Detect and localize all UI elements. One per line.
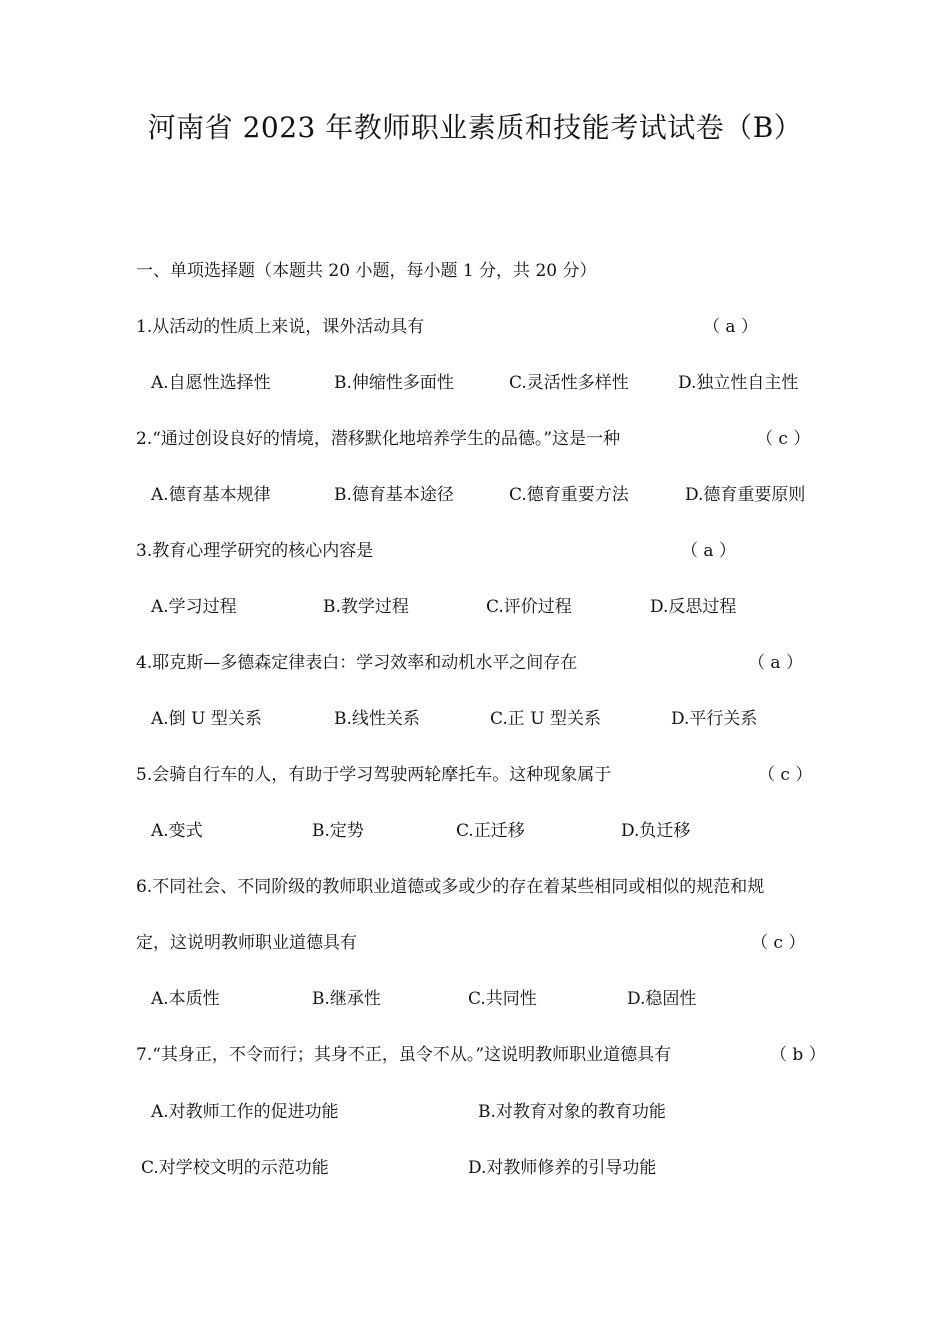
question-6-stem-continued: 定，这说明教师职业道德具有 xyxy=(136,933,357,953)
question-6-option-b: B.继承性 xyxy=(312,989,381,1009)
question-7-option-c: C.对学校文明的示范功能 xyxy=(141,1158,329,1178)
question-1-stem: 1.从活动的性质上来说，课外活动具有 xyxy=(136,317,425,337)
question-6-option-d: D.稳固性 xyxy=(627,989,697,1009)
question-6-answer: （ c ） xyxy=(751,933,806,953)
question-6-stem: 6.不同社会、不同阶级的教师职业道德或多或少的存在着某些相同或相似的规范和规 xyxy=(136,877,765,897)
question-5-answer: （ c ） xyxy=(758,765,813,785)
question-3-option-d: D.反思过程 xyxy=(650,597,737,617)
question-3-stem: 3.教育心理学研究的核心内容是 xyxy=(136,541,374,561)
question-7-answer: （ b ） xyxy=(770,1045,826,1065)
question-3-option-c: C.评价过程 xyxy=(486,597,572,617)
question-3-option-a: A.学习过程 xyxy=(151,597,237,617)
question-5-option-d: D.负迁移 xyxy=(621,821,691,841)
section-heading: 一、单项选择题（本题共 20 小题，每小题 1 分，共 20 分） xyxy=(136,261,597,281)
question-1-option-b: B.伸缩性多面性 xyxy=(334,373,454,393)
question-5-option-a: A.变式 xyxy=(151,821,203,841)
question-7-option-b: B.对教育对象的教育功能 xyxy=(478,1102,666,1122)
question-3-answer: （ a ） xyxy=(681,541,736,561)
question-5-option-c: C.正迁移 xyxy=(456,821,525,841)
question-1-option-c: C.灵活性多样性 xyxy=(509,373,629,393)
question-7-option-d: D.对教师修养的引导功能 xyxy=(468,1158,657,1178)
question-1-option-d: D.独立性自主性 xyxy=(678,373,799,393)
question-5-option-b: B.定势 xyxy=(312,821,364,841)
question-2-answer: （ c ） xyxy=(756,429,811,449)
question-4-option-d: D.平行关系 xyxy=(671,709,758,729)
question-6-option-c: C.共同性 xyxy=(468,989,537,1009)
document-title: 河南省 2023 年教师职业素质和技能考试试卷（B） xyxy=(147,111,803,144)
question-4-answer: （ a ） xyxy=(748,653,803,673)
question-4-option-b: B.线性关系 xyxy=(334,709,420,729)
question-1-option-a: A.自愿性选择性 xyxy=(151,373,271,393)
question-7-stem: 7.“其身正，不令而行；其身不正，虽令不从。”这说明教师职业道德具有 xyxy=(136,1045,672,1065)
question-7-option-a: A.对教师工作的促进功能 xyxy=(151,1102,339,1122)
question-1-answer: （ a ） xyxy=(703,317,758,337)
question-4-option-c: C.正 U 型关系 xyxy=(490,709,601,729)
question-2-stem: 2.“通过创设良好的情境，潜移默化地培养学生的品德。”这是一种 xyxy=(136,429,621,449)
question-6-option-a: A.本质性 xyxy=(151,989,220,1009)
question-5-stem: 5.会骑自行车的人，有助于学习驾驶两轮摩托车。这种现象属于 xyxy=(136,765,612,785)
question-4-option-a: A.倒 U 型关系 xyxy=(151,709,262,729)
question-3-option-b: B.教学过程 xyxy=(323,597,409,617)
question-4-stem: 4.耶克斯—多德森定律表白：学习效率和动机水平之间存在 xyxy=(136,653,578,673)
question-2-option-d: D.德育重要原则 xyxy=(685,485,806,505)
question-2-option-a: A.德育基本规律 xyxy=(151,485,271,505)
question-2-option-b: B.德育基本途径 xyxy=(334,485,454,505)
question-2-option-c: C.德育重要方法 xyxy=(509,485,629,505)
